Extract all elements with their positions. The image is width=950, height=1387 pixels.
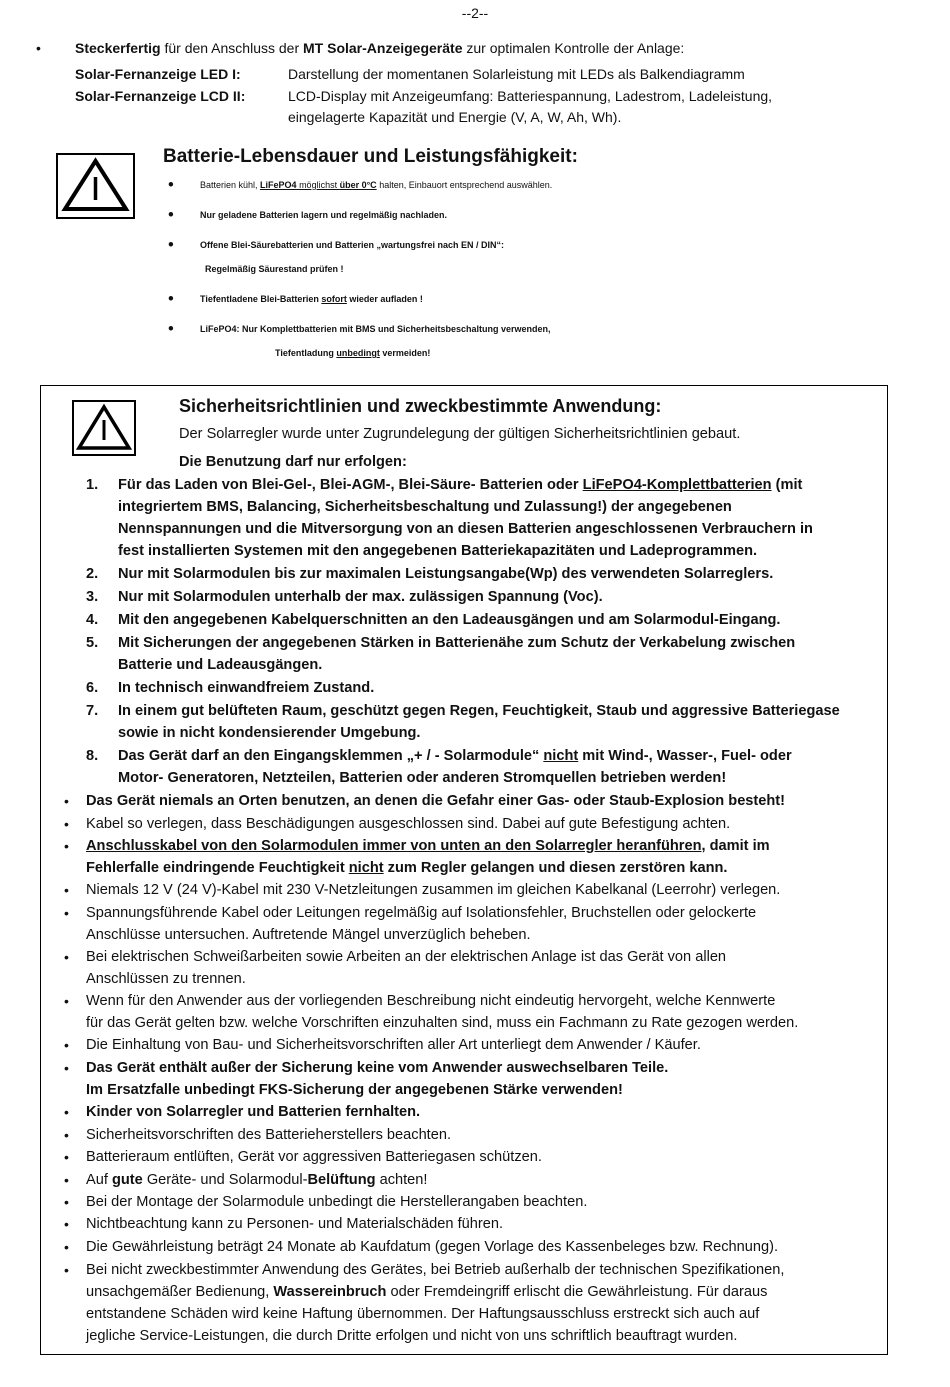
p3-2b: zum Regler gelangen und diesen zerstören kann. xyxy=(383,860,728,876)
battery-item-1 xyxy=(200,175,552,196)
p13-gute: gute xyxy=(111,1172,143,1188)
usage-heading: Die Benutzung darf nur erfolgen: xyxy=(179,454,407,470)
point-7-line-1: Wenn für den Anwender aus der vorliegenden Beschreibung nicht eindeutig hervorgeht, welche Kennwerte xyxy=(86,993,776,1009)
bullet-dot: • xyxy=(168,176,174,194)
battery-item-3-line-1: Offene Blei-Säurebatterien und Batterien „wartungsfrei nach EN / DIN“: xyxy=(200,240,505,250)
n8-b: mit Wind-, Wasser-, Fuel- oder xyxy=(578,748,792,764)
b4-a: Tiefentladene Blei-Batterien xyxy=(200,294,322,304)
n1-u: LiFePO4-Komplettbatterien xyxy=(582,477,772,493)
item-8-line-2: Motor- Generatoren, Netzteilen, Batterien oder anderen Stromquellen betrieben werden! xyxy=(118,770,727,786)
safety-box xyxy=(40,385,888,1355)
point-3-line-1 xyxy=(86,835,770,857)
lcd-text-1: LCD-Display mit Anzeigeumfang: Batteriespannung, Ladestrom, Ladeleistung, xyxy=(288,88,773,104)
point-6-line-1: Bei elektrischen Schweißarbeiten sowie Arbeiten an der elektrischen Anlage ist das Gerät von allen xyxy=(86,949,727,965)
p3-2u: nicht xyxy=(348,860,384,876)
p13-b: Geräte- und Solarmodul- xyxy=(142,1172,308,1188)
b4-sofort: sofort xyxy=(321,294,347,304)
p13-a: Auf xyxy=(86,1172,112,1188)
bullet-dot: • xyxy=(168,320,174,338)
p3-u: Anschlusskabel von den Solarmodulen immer von unten an den Solarregler heranführen xyxy=(86,838,702,854)
bullet-dot: • xyxy=(64,905,69,921)
point-15: Nichtbeachtung kann zu Personen- und Materialschäden führen. xyxy=(86,1216,503,1232)
bullet-dot: • xyxy=(64,1172,69,1188)
bullet-dot: • xyxy=(64,1127,69,1143)
battery-title: Batterie-Lebensdauer und Leistungsfähigkeit: xyxy=(163,146,578,167)
bullet-dot: • xyxy=(64,1037,69,1053)
bullet-dot: • xyxy=(168,206,174,224)
number-1: 1. xyxy=(86,477,99,493)
bullet-dot: • xyxy=(64,1194,69,1210)
battery-item-3-line-2: Regelmäßig Säurestand prüfen ! xyxy=(205,264,344,274)
warning-triangle-icon xyxy=(72,400,136,456)
b5-2a: Tiefentladung xyxy=(275,348,337,358)
item-7-line-2: sowie in nicht kondensierender Umgebung. xyxy=(118,725,421,741)
point-9-line-2: Im Ersatzfalle unbedingt FKS-Sicherung der angegebenen Stärke verwenden! xyxy=(86,1082,623,1098)
battery-item-5-line-1: LiFePO4: Nur Komplettbatterien mit BMS und Sicherheitsbeschaltung verwenden, xyxy=(200,324,551,334)
bullet-dot: • xyxy=(64,1239,69,1255)
bullet-dot: • xyxy=(64,1149,69,1165)
bullet-dot: • xyxy=(64,793,69,809)
point-9-line-1: Das Gerät enthält außer der Sicherung keine vom Anwender auswechselbaren Teile. xyxy=(86,1060,669,1076)
number-7: 7. xyxy=(86,703,99,719)
item-7-line-1: In einem gut belüfteten Raum, geschützt gegen Regen, Feuchtigkeit, Staub und aggressive Batteriegase xyxy=(118,703,840,719)
bullet-dot: • xyxy=(36,40,41,56)
item-4: Mit den angegebenen Kabelquerschnitten an den Ladeausgängen und am Solarmodul-Eingang. xyxy=(118,612,781,628)
intro-bullet xyxy=(75,39,684,58)
b5-2b: vermeiden! xyxy=(379,348,431,358)
p17-2b: Wassereinbruch xyxy=(273,1284,387,1300)
point-8: Die Einhaltung von Bau- und Sicherheitsvorschriften aller Art unterliegt dem Anwender / Käufer. xyxy=(86,1037,701,1053)
b4-b: wieder aufladen ! xyxy=(346,294,423,304)
battery-item-2: Nur geladene Batterien lagern und regelmäßig nachladen. xyxy=(200,210,448,220)
item-5-line-2: Batterie und Ladeausgängen. xyxy=(118,657,323,673)
p17-2c: oder Fremdeingriff erlischt die Gewährleistung. Für daraus xyxy=(386,1284,768,1300)
point-1: Das Gerät niemals an Orten benutzen, an denen die Gefahr einer Gas- oder Staub-Explosion besteht! xyxy=(86,793,786,809)
number-4: 4. xyxy=(86,612,99,628)
p13-c: achten! xyxy=(375,1172,428,1188)
n1-a: Für das Laden von Blei-Gel-, Blei-AGM-, Blei-Säure- Batterien oder xyxy=(118,477,583,493)
item-5-line-1: Mit Sicherungen der angegebenen Stärken in Batterienähe zum Schutz der Verkabelung zwischen xyxy=(118,635,796,651)
led-label: Solar-Fernanzeige LED I: xyxy=(75,66,241,82)
b1-c: halten, Einbauort entsprechend auswählen. xyxy=(376,180,553,190)
battery-item-4 xyxy=(200,289,423,310)
b5-2u: unbedingt xyxy=(336,348,380,358)
item-1-line-2: integriertem BMS, Balancing, Sicherheitsbeschaltung und Zulassung!) der angegebenen xyxy=(118,499,732,515)
p13-bel: Belüftung xyxy=(307,1172,376,1188)
p17-2a: unsachgemäßer Bedienung, xyxy=(86,1284,274,1300)
item-2: Nur mit Solarmodulen bis zur maximalen Leistungsangabe(Wp) des verwendeten Solarreglers. xyxy=(118,566,774,582)
point-4: Niemals 12 V (24 V)-Kabel mit 230 V-Netzleitungen zusammen im gleichen Kabelkanal (Leerrohr) verlegen. xyxy=(86,882,781,898)
bullet-dot: • xyxy=(64,816,69,832)
item-8-line-1 xyxy=(118,745,792,767)
bullet-dot: • xyxy=(64,838,69,854)
point-2: Kabel so verlegen, dass Beschädigungen ausgeschlossen sind. Dabei auf gute Befestigung achten. xyxy=(86,816,731,832)
item-6: In technisch einwandfreiem Zustand. xyxy=(118,680,375,696)
item-1-line-1 xyxy=(118,474,802,496)
point-5-line-1: Spannungsführende Kabel oder Leitungen regelmäßig auf Isolationsfehler, Bruchstellen oder gelockerte xyxy=(86,905,757,921)
b1-lifepo: LiFePO4 xyxy=(260,180,297,190)
p3-2a: Fehlerfalle eindringende Feuchtigkeit xyxy=(86,860,349,876)
bullet-dot: • xyxy=(64,993,69,1009)
battery-item-5-line-2 xyxy=(275,343,430,364)
b1-uber: über 0°C xyxy=(339,180,377,190)
bullet-dot: • xyxy=(64,1060,69,1076)
safety-title: Sicherheitsrichtlinien und zweckbestimmte Anwendung: xyxy=(179,396,662,416)
bullet-dot: • xyxy=(64,949,69,965)
point-14: Bei der Montage der Solarmodule unbedingt die Herstellerangaben beachten. xyxy=(86,1194,588,1210)
n8-a: Das Gerät darf an den Eingangsklemmen „+ / - Solarmodule“ xyxy=(118,748,544,764)
led-text: Darstellung der momentanen Solarleistung mit LEDs als Balkendiagramm xyxy=(288,66,745,82)
bullet-dot: • xyxy=(168,236,174,254)
lcd-label: Solar-Fernanzeige LCD II: xyxy=(75,88,246,104)
bullet-dot: • xyxy=(64,1262,69,1278)
bullet-dot: • xyxy=(168,290,174,308)
lcd-text-2: eingelagerte Kapazität und Energie (V, A, W, Ah, Wh). xyxy=(288,109,622,125)
bullet-dot: • xyxy=(64,1216,69,1232)
p3-b: , damit im xyxy=(701,838,770,854)
item-1-line-3: Nennspannungen und die Mitversorgung von an diesen Batterien angeschlossenen Verbrauchern in xyxy=(118,521,813,537)
number-2: 2. xyxy=(86,566,99,582)
item-1-line-4: fest installierten Systemen mit den angegebenen Batteriekapazitäten und Ladeprogrammen. xyxy=(118,543,758,559)
warning-triangle-icon xyxy=(56,153,135,219)
n1-b: (mit xyxy=(771,477,803,493)
point-3-line-2 xyxy=(86,857,727,879)
intro-text2: zur optimalen Kontrolle der Anlage: xyxy=(462,40,685,56)
point-5-line-2: Anschlüsse untersuchen. Auftretende Mängel unverzüglich beheben. xyxy=(86,927,531,943)
point-11: Sicherheitsvorschriften des Batterieherstellers beachten. xyxy=(86,1127,452,1143)
n8-u: nicht xyxy=(543,748,579,764)
point-13 xyxy=(86,1169,427,1191)
point-17-line-3: entstandene Schäden wird keine Haftung übernommen. Der Haftungsausschluss erstreckt sich auch auf xyxy=(86,1306,760,1322)
number-5: 5. xyxy=(86,635,99,651)
b1-b: möglichst xyxy=(296,180,340,190)
point-12: Batterieraum entlüften, Gerät vor aggressiven Batteriegasen schützen. xyxy=(86,1149,542,1165)
b1-a: Batterien kühl, xyxy=(200,180,261,190)
intro-bold: Steckerfertig xyxy=(75,40,161,56)
number-6: 6. xyxy=(86,680,99,696)
point-16: Die Gewährleistung beträgt 24 Monate ab Kaufdatum (gegen Vorlage des Kassenbeleges bzw. Rechnung). xyxy=(86,1239,779,1255)
intro-text: für den Anschluss der xyxy=(160,40,304,56)
point-17-line-2 xyxy=(86,1281,767,1303)
number-8: 8. xyxy=(86,748,99,764)
bullet-dot: • xyxy=(64,882,69,898)
intro-bold2: MT Solar-Anzeigegeräte xyxy=(303,40,463,56)
number-3: 3. xyxy=(86,589,99,605)
point-10: Kinder von Solarregler und Batterien fernhalten. xyxy=(86,1104,421,1120)
safety-subtitle: Der Solarregler wurde unter Zugrundelegung der gültigen Sicherheitsrichtlinien gebaut. xyxy=(179,426,741,442)
item-3: Nur mit Solarmodulen unterhalb der max. zulässigen Spannung (Voc). xyxy=(118,589,603,605)
point-17-line-4: jegliche Service-Leistungen, die durch Dritte erfolgen und nicht von uns schriftlich beauftragt wurden. xyxy=(86,1328,738,1344)
point-7-line-2: für das Gerät gelten bzw. welche Vorschriften einzuhalten sind, muss ein Fachmann zu Rate gezogen werden. xyxy=(86,1015,799,1031)
bullet-dot: • xyxy=(64,1104,69,1120)
point-6-line-2: Anschlüssen zu trennen. xyxy=(86,971,246,987)
page-number: --2-- xyxy=(461,5,489,21)
point-17-line-1: Bei nicht zweckbestimmter Anwendung des Gerätes, bei Betrieb außerhalb der technischen Spezifikationen, xyxy=(86,1262,785,1278)
